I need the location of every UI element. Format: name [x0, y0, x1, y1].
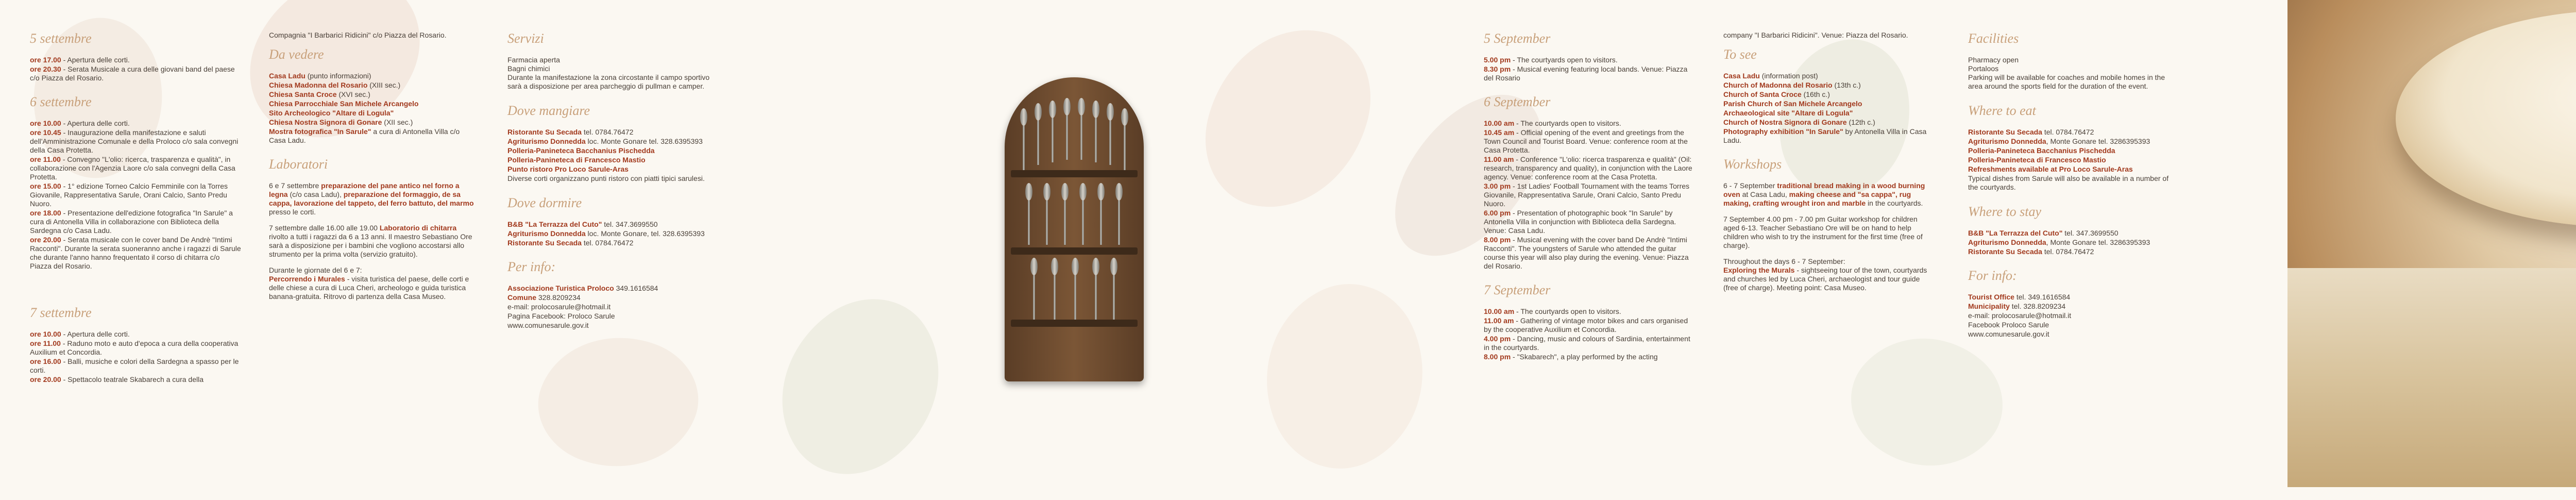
heading-6-settembre: 6 settembre — [30, 94, 92, 109]
list-item: ore 11.00 - Convegno "L'olio: ricerca, trasparenza e qualità", in collaborazione con l'Agenzia Laore c/o sala convegni della Casa Protetta. — [30, 155, 235, 181]
list-item: e-mail: prolocosarule@hotmail.it — [1968, 311, 2072, 320]
column-english-sights — [1723, 31, 1935, 293]
list-item: e-mail: prolocosarule@hotmail.it — [507, 303, 611, 311]
list-item: Polleria-Panineteca di Francesco Mastio — [1968, 156, 2106, 164]
intro-text: company "I Barbarici Ridicini". Venue: Piazza del Rosario. — [1723, 31, 1908, 39]
workshop-paragraph: Throughout the days 6 - 7 September: Exploring the Murals - sightseeing tour of the town, courtyards and churches led by Luca Cheri, archaeologist and tour guide (free of charge). Meeting point: Casa Museo. — [1723, 257, 1927, 292]
list-item: Ristorante Su Secada tel. 0784.76472 — [507, 128, 634, 136]
list-item: 10.00 am - The courtyards open to visitors. — [1484, 119, 1621, 127]
intro-text: Compagnia "I Barbarici Ridicini" c/o Piazza del Rosario. — [269, 31, 447, 39]
list-item: Ristorante Su Secada tel. 0784.76472 — [1968, 247, 2094, 256]
list-item: Ristorante Su Secada tel. 0784.76472 — [507, 239, 634, 247]
list-item: 10.00 am - The courtyards open to visitors. — [1484, 307, 1621, 315]
list-item: Chiesa Santa Croce (XVI sec.) — [269, 90, 370, 98]
list-item: Church of Santa Croce (16th c.) — [1723, 90, 1830, 98]
heading-for-info: For info: — [1968, 268, 2017, 283]
heading-dove-mangiare: Dove mangiare — [507, 103, 590, 118]
list-item: Casa Ladu (punto informazioni) — [269, 72, 371, 80]
list-item: Polleria-Panineteca Bacchanius Pischedda — [507, 146, 655, 155]
list-item: Archaeological site "Altare di Logula" — [1723, 109, 1853, 117]
list-item: Chiesa Madonna del Rosario (XIII sec.) — [269, 81, 401, 89]
column-italian-sights — [269, 31, 475, 302]
list-item: ore 20.00 - Serata musicale con le cover band De Andrè "Intimi Racconti". Durante la serata suoneranno anche i ragazzi di Sarule che durante l'anno hanno frequentato il corso di chitarra c/o Piazza del Rosario. — [30, 236, 241, 270]
list-item: ore 16.00 - Balli, musiche e colori della Sardegna a spasso per le corti. — [30, 357, 239, 374]
list-item: Chiesa Parrocchiale San Michele Arcangelo — [269, 99, 419, 108]
list-item: Agriturismo Donnedda loc. Monte Gonare, tel. 328.6395393 — [507, 229, 705, 238]
list-item: Polleria-Panineteca Bacchanius Pischedda — [1968, 146, 2115, 155]
column-english-schedule — [1484, 31, 1695, 362]
heading-where-to-eat: Where to eat — [1968, 103, 2036, 118]
workshop-paragraph: 7 September 4.00 pm - 7.00 pm Guitar workshop for children aged 6-13. Teacher Sebastiano Ore will be on hand to help children who wish to try the instrument for the first time (free of charge). — [1723, 215, 1923, 249]
list-item: 8.00 pm - Musical evening with the cover band De Andrè "Intimi Racconti". The youngsters of Sarule who attended the guitar course this year will also play during the evening. Venue: Piazza del Rosario. — [1484, 236, 1689, 270]
list-item: www.comunesarule.gov.it — [507, 321, 589, 329]
heading-servizi: Servizi — [507, 31, 544, 46]
list-item: ore 10.45 - Inaugurazione della manifestazione e saluti dell'Amministrazione Comunale e della Proloco c/o sala convegni della Casa Protetta. — [30, 128, 239, 154]
heading-7-september: 7 September — [1484, 282, 1551, 297]
heading-5-settembre: 5 settembre — [30, 31, 92, 46]
list-item: 11.00 am - Conference "L'olio: ricerca trasparenza e qualità" (Oil: research, transparency and quality), in conjunction with the Laore agency. Venue: conference room at the Casa Protetta. — [1484, 155, 1692, 181]
list-item: B&B "La Terrazza del Cuto" tel. 347.3699550 — [507, 220, 658, 228]
list-item: ore 17.00 - Apertura delle corti. — [30, 56, 130, 64]
list-item: Refreshments available at Pro Loco Sarule-Aras — [1968, 165, 2133, 173]
list-item: B&B "La Terrazza del Cuto" tel. 347.3699550 — [1968, 229, 2119, 237]
list-item: Casa Ladu (information post) — [1723, 72, 1818, 80]
list-item: Tourist Office tel. 349.1616584 — [1968, 293, 2071, 301]
list-item: 10.45 am - Official opening of the event and greetings from the Town Council and Tourist Board. Venue: conference room at the Casa Protetta. — [1484, 128, 1688, 154]
list-item: 5.00 pm - The courtyards open to visitors. — [1484, 56, 1618, 64]
list-item: ore 11.00 - Raduno moto e auto d'epoca a cura della cooperativa Auxilium et Concordia. — [30, 339, 239, 356]
list-item: Punto ristoro Pro Loco Sarule-Aras — [507, 165, 629, 173]
heading-6-september: 6 September — [1484, 94, 1551, 109]
heading-where-to-stay: Where to stay — [1968, 204, 2041, 219]
list-item: 6.00 pm - Presentation of photographic book "In Sarule" by Antonella Villa in conjunction with Biblioteca della Sardegna. Venue: Casa Ladu. — [1484, 209, 1676, 235]
heading-facilities: Facilities — [1968, 31, 2019, 46]
list-item: Church of Madonna del Rosario (13th c.) — [1723, 81, 1861, 89]
flour-surface — [2287, 268, 2576, 487]
facilities-text: Pharmacy open Portaloos Parking will be available for coaches and mobile homes in the area around the sports field for the duration of the event. — [1968, 56, 2165, 90]
list-item: ore 18.00 - Presentazione dell'edizione fotografica "In Sarule" a cura di Antonella Villa in collaborazione con Biblioteca della Sardegna c/o Casa Ladu. — [30, 209, 233, 235]
list-item: Chiesa Nostra Signora di Gonare (XII sec.) — [269, 118, 413, 126]
list-item: 11.00 am - Gathering of vintage motor bikes and cars organised by the cooperative Auxilium et Concordia. — [1484, 316, 1688, 334]
list-item: ore 20.00 - Spettacolo teatrale Skabarech a cura della — [30, 375, 204, 384]
list-item: Associazione Turistica Proloco 349.1616584 — [507, 284, 658, 292]
list-item: Parish Church of San Michele Arcangelo — [1723, 99, 1862, 108]
heading-7-settembre: 7 settembre — [30, 305, 92, 320]
spoon-rack-photo — [1005, 77, 1144, 381]
list-item: 3.00 pm - 1st Ladies' Football Tournament with the teams Torres Giovanile, Rappresentativa Sarule, Orani Calcio, Santo Predu Nuoro. — [1484, 182, 1690, 208]
column-english-services — [1968, 31, 2179, 339]
eat-note: Typical dishes from Sarule will also be available in a number of the courtyards. — [1968, 174, 2169, 191]
list-item: Municipality tel. 328.8209234 — [1968, 302, 2066, 310]
list-item: Mostra fotografica "In Sarule" a cura di Antonella Villa c/o Casa Ladu. — [269, 127, 460, 144]
heading-laboratori: Laboratori — [269, 157, 328, 172]
list-item: ore 20.30 - Serata Musicale a cura delle giovani band del paese c/o Piazza del Rosario. — [30, 65, 235, 82]
heading-da-vedere: Da vedere — [269, 47, 324, 62]
list-item: Pagina Facebook: Proloco Sarule — [507, 312, 615, 320]
lab-paragraph: 6 e 7 settembre preparazione del pane antico nel forno a legna (c/o casa Ladu), preparazione del formaggio, de sa cappa, lavorazione del tappeto, del ferro battuto, del marmo presso le corti. — [269, 181, 474, 216]
list-item: Polleria-Panineteca di Francesco Mastio — [507, 156, 646, 164]
list-item: Sito Archeologico "Altare di Logula" — [269, 109, 394, 117]
heading-dove-dormire: Dove dormire — [507, 195, 582, 210]
workshop-paragraph: 6 - 7 September traditional bread making in a wood burning oven at Casa Ladu, making cheese and "sa cappa", rug making, crafting wrought iron and marble in the courtyards. — [1723, 181, 1925, 207]
list-item: ore 10.00 - Apertura delle corti. — [30, 330, 130, 338]
list-item: www.comunesarule.gov.it — [1968, 330, 2049, 338]
list-item: Church of Nostra Signora di Gonare (12th c.) — [1723, 118, 1875, 126]
heading-5-september: 5 September — [1484, 31, 1551, 46]
heading-per-info: Per info: — [507, 259, 556, 274]
column-italian-services — [507, 31, 724, 330]
list-item: Facebook Proloco Sarule — [1968, 321, 2049, 329]
column-italian-schedule — [30, 31, 241, 385]
list-item: Ristorante Su Secada tel. 0784.76472 — [1968, 128, 2094, 136]
eat-note: Diverse corti organizzano punti ristoro con piatti tipici sarulesi. — [507, 174, 705, 182]
lab-paragraph: 7 settembre dalle 16.00 alle 19.00 Laboratorio di chitarra rivolto a tutti i ragazzi da 6 a 13 anni. Il maestro Sebastiano Ore sarà a disposizione per i bambini che vogliono accostarsi allo strumento per la prima volta (servizio gratuito). — [269, 224, 472, 258]
list-item: Photography exhibition "In Sarule" by Antonella Villa in Casa Ladu. — [1723, 127, 1927, 144]
list-item: ore 15.00 - 1° edizione Torneo Calcio Femminile con la Torres Giovanile, Rappresentativa Sarule, Orani Calcio, Santo Predu Nuoro. — [30, 182, 228, 208]
list-item: Agriturismo Donnedda loc. Monte Gonare tel. 328.6395393 — [507, 137, 703, 145]
services-text: Farmacia aperta Bagni chimici Durante la manifestazione la zona circostante il campo sportivo sarà a disposizione per area parcheggio di pullman e camper. — [507, 56, 710, 90]
lab-paragraph: Durante le giornate del 6 e 7: Percorrendo i Murales - visita turistica del paese, delle corti e delle chiese a cura di Luca Cheri, archeologo e guida turistica banana-gratuita. Ritrovo di partenza della Casa Museo. — [269, 266, 469, 301]
list-item: Comune 328.8209234 — [507, 293, 581, 302]
list-item: Agriturismo Donnedda, Monte Gonare tel. 3286395393 — [1968, 238, 2150, 246]
heading-workshops: Workshops — [1723, 157, 1782, 172]
heading-to-see: To see — [1723, 47, 1757, 62]
list-item: 8.30 pm - Musical evening featuring local bands. Venue: Piazza del Rosario — [1484, 65, 1688, 82]
list-item: Agriturismo Donnedda, Monte Gonare tel. 3286395393 — [1968, 137, 2150, 145]
list-item: ore 10.00 - Apertura delle corti. — [30, 119, 130, 127]
list-item: 4.00 pm - Dancing, music and colours of Sardinia, entertainment in the courtyards. — [1484, 335, 1690, 352]
list-item: 8.00 pm - "Skabarech", a play performed by the acting — [1484, 353, 1658, 361]
